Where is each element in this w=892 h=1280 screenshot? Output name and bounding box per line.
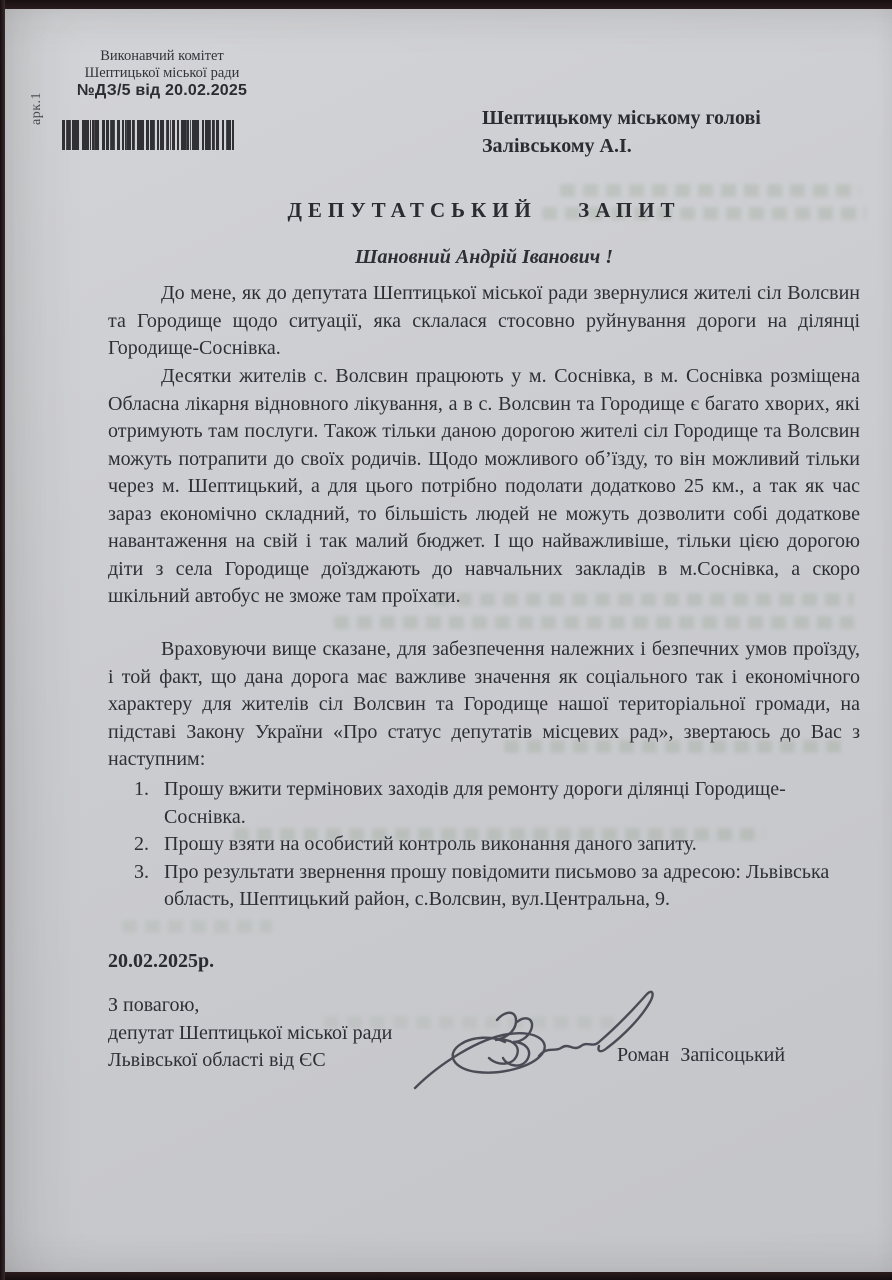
bleedthrough-text xyxy=(560,184,860,197)
addressee-block xyxy=(482,104,862,160)
list-item-text: Про результати звернення прошу повідомити письмово за адресою: Львівська область, Шептицький район, с.Волсвин, вул.Центральна, 9. xyxy=(164,860,830,910)
photo-edge-top xyxy=(0,0,892,9)
closing-regards: З повагою, xyxy=(108,994,200,1016)
document-date: 20.02.2025р. xyxy=(108,950,215,972)
list-item xyxy=(134,831,860,859)
list-item-text: Прошу взяти на особистий контроль виконання даного запиту. xyxy=(164,833,697,855)
stamp-registration-number: №ДЗ/5 від 20.02.2025 xyxy=(76,82,248,99)
paragraph-legal-basis: Враховуючи вище сказане, для забезпечення належних і безпечних умов проїзду, і той факт, що дана дорога має важливе значення як соціального так і економічного характеру для жителів сіл Волсвин та Городище нашої територіальної громади, на підставі Закону України «Про статус депутатів місцевих рад», звертаюсь до Вас з наступним: xyxy=(108,638,860,770)
barcode-icon xyxy=(62,120,234,150)
paragraph-intro: До мене, як до депутата Шептицької міської ради звернулися жителі сіл Волсвин та Городище щодо ситуації, яка склалася стосовно руйнування дороги на ділянці Городище-Соснівка. xyxy=(108,282,860,359)
bleedthrough-text xyxy=(122,920,272,933)
signer-name: Роман Запісоцький xyxy=(617,1044,786,1066)
photo-edge-bottom xyxy=(0,1272,892,1280)
list-item-number: 3. xyxy=(134,860,149,883)
photo-edge-left xyxy=(0,0,5,1280)
list-item-number: 1. xyxy=(134,778,149,800)
list-item xyxy=(134,776,860,831)
document-title: ДЕПУТАТСЬКИЙ ЗАПИТ xyxy=(287,198,681,222)
registration-stamp xyxy=(66,48,258,99)
closing-position-1: депутат Шептицької міської ради xyxy=(108,1021,393,1044)
addressee-name: Залівському А.І. xyxy=(482,135,632,157)
addressee-title: Шептицькому міському голові xyxy=(482,107,761,129)
bleedthrough-text xyxy=(334,616,854,629)
list-item xyxy=(134,859,860,914)
list-item-number: 2. xyxy=(134,833,149,855)
request-list xyxy=(108,776,860,914)
sheet-number-label: арк.1 xyxy=(29,91,44,125)
salutation: Шановний Андрій Іванович ! xyxy=(355,246,613,268)
stamp-line-council: Шептицької міської ради xyxy=(84,65,240,81)
closing-position-2: Львівської області від ЄС xyxy=(108,1049,326,1071)
stamp-line-committee: Виконавчий комітет xyxy=(100,48,224,64)
list-item-text: Прошу вжити термінових заходів для ремонту дороги ділянці Городище-Соснівка. xyxy=(164,778,786,828)
paragraph-situation: Десятки жителів с. Волсвин працюють у м. Соснівка, в м. Соснівка розміщена Обласна лікарня відновного лікування, а в с. Волсвин та Городище є багато хворих, які отримують там послуги. Також тільки даною дорогою жителі сіл Городище та Волсвин можуть потрапити до своїх родичів. Щодо можливого об’їзду, то він можливий тільки через м. Шептицький, а для цього потрібно подолати додатково 25 км., а так як час зараз економічно складний, то більшість людей не можуть дозволити собі додаткове навантаження на свій і так малий бюджет. І що найважливіше, тільки цією дорогою діти з села Городище доїзджають до навчальних закладів в м.Соснівка, а скоро шкільний автобус не зможе там проїхати. xyxy=(108,365,860,607)
document-page xyxy=(4,8,892,1273)
signature-icon xyxy=(409,976,664,1104)
